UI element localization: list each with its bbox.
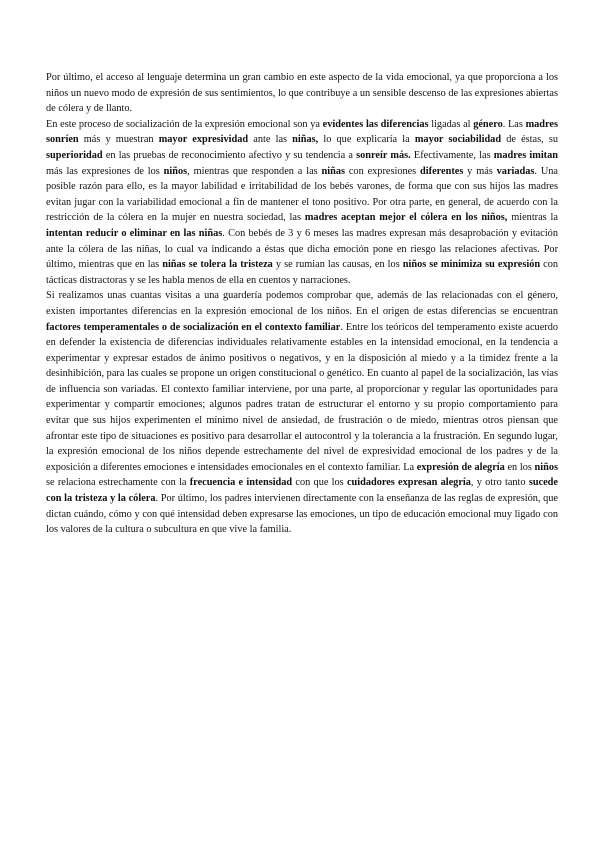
- text-segment: más y muestran: [78, 134, 159, 146]
- text-segment: en los: [504, 461, 535, 473]
- text-segment: , y otro tanto: [470, 477, 529, 489]
- text-segment: con que los: [292, 477, 347, 489]
- text-segment: ante las: [248, 134, 293, 146]
- bold-text: expresión de alegría: [416, 461, 505, 473]
- document-page: [46, 70, 558, 538]
- bold-text: intentan reducir o eliminar en las niñas: [46, 227, 223, 239]
- bold-text: niñas se tolera la tristeza: [162, 259, 273, 271]
- bold-text: superioridad: [46, 149, 103, 161]
- text-segment: Por último, el acceso al lenguaje determina un gran cambio en este aspecto de la vida emocional, ya que proporciona a los niños un nuevo modo de expresión de sus sentimientos, lo que contribuye a un sensible descenso de las expresiones abiertas de cólera y de llanto.: [46, 72, 558, 115]
- bold-text: niñas,: [292, 134, 319, 146]
- text-segment: en las pruebas de reconocimiento afectivo y su tendencia a: [102, 149, 357, 161]
- bold-text: diferentes: [420, 165, 464, 177]
- bold-text: frecuencia e intensidad: [189, 477, 293, 489]
- bold-text: niñas: [321, 165, 345, 177]
- text-segment: . Entre los teóricos del temperamento existe acuerdo en defender la existencia de diferencias individuales relativamente estables en la intensidad emocional, en la tendencia a experimentar y expresar estados de ánimo positivos o negativos, y en la disposición al miedo y a la timidez frente a la desinhibición, para las cuales se propone un origen constitucional o genético. En cuanto al papel de la socialización, las vías de influencia son variadas. El contexto familiar interviene, por una parte, al proporcionar y regular las oportunidades para experimentar y compartir emociones; algunos padres tratan de estructurar el entorno y su propio comportamiento para evitar que sus hijos experimenten el mínimo nivel de ansiedad, de frustración o de miedo, mientras otros piensan que afrontar este tipo de situaciones es positivo para desarrollar el autocontrol y la tolerancia a la frustración. En segundo lugar, la expresión emocional de los niños depende estrechamente del nivel de expresividad emocional de los padres y de la exposición a diferentes emociones e intensidades emocionales en el contexto familiar. La: [46, 321, 558, 473]
- paragraph-language-access: [46, 70, 558, 117]
- bold-text: cuidadores expresan alegría: [346, 477, 471, 489]
- text-segment: lo que explicaría la: [318, 134, 415, 146]
- text-segment: y más: [463, 165, 497, 177]
- paragraph-gender-differences: [46, 117, 558, 289]
- bold-text: factores temperamentales o de socialización en el contexto familiar: [46, 321, 341, 333]
- text-segment: se relaciona estrechamente con la: [46, 477, 190, 489]
- text-segment: ligadas al: [428, 118, 474, 130]
- bold-text: sonreír más.: [356, 149, 411, 161]
- text-segment: , mientras que responden a las: [187, 165, 322, 177]
- bold-text: madres sonríen: [46, 118, 558, 146]
- text-segment: Si realizamos unas cuantas visitas a una guardería podemos comprobar que, además de las relacionadas con el género, existen importantes diferencias en la expresión emocional de los niños. En el origen de estas diferencias se encuentran: [46, 290, 558, 317]
- text-segment: En este proceso de socialización de la expresión emocional son ya: [46, 118, 323, 130]
- bold-text: niños: [163, 165, 188, 177]
- bold-text: niños: [534, 461, 558, 473]
- text-segment: con expresiones: [345, 165, 421, 177]
- text-segment: mientras la: [507, 212, 558, 224]
- text-segment: . Las: [502, 118, 526, 130]
- text-segment: con tácticas distractoras y se les habla menos de ella en cuentos y narraciones.: [46, 259, 558, 286]
- bold-text: madres imitan: [493, 149, 558, 161]
- text-segment: . Una posible razón para ello, es la mayor labilidad e irritabilidad de los bebés varones, de forma que con sus hijos las madres evitan jugar con la variabilidad emocional a fin de mantener el tono positivo. Por otra parte, en general, de acuerdo con la restricción de la cólera en la mujer en nuestra sociedad, las: [46, 165, 558, 224]
- paragraph-individual-differences: [46, 288, 558, 538]
- text-segment: más las expresiones de los: [46, 165, 164, 177]
- bold-text: variadas: [496, 165, 535, 177]
- bold-text: género: [473, 118, 503, 130]
- bold-text: madres aceptan mejor el cólera en los niños,: [304, 212, 508, 224]
- text-segment: y se rumian las causas, en los: [272, 259, 403, 271]
- bold-text: evidentes las diferencias: [322, 118, 429, 130]
- bold-text: mayor expresividad: [158, 134, 249, 146]
- text-segment: Efectivamente, las: [410, 149, 494, 161]
- text-segment: . Por último, los padres intervienen directamente con la enseñanza de las reglas de expresión, que dictan cuándo, cómo y con qué intensidad deben expresarse las emociones, un tipo de educación emocional muy ligado con los valores de la cultura o subcultura en que vive la familia.: [46, 493, 558, 536]
- text-segment: de éstas, su: [501, 134, 558, 146]
- bold-text: mayor sociabilidad: [414, 134, 502, 146]
- bold-text: sucede con la tristeza y la cólera: [46, 477, 558, 505]
- text-segment: . Con bebés de 3 y 6 meses las madres expresan más desaprobación y evitación ante la cólera de las niñas, lo cual va indicando a éstas que dicha emoción pone en riesgo las relaciones afectivas. Por último, mientras que en las: [46, 227, 558, 271]
- bold-text: niños se minimiza su expresión: [402, 259, 541, 271]
